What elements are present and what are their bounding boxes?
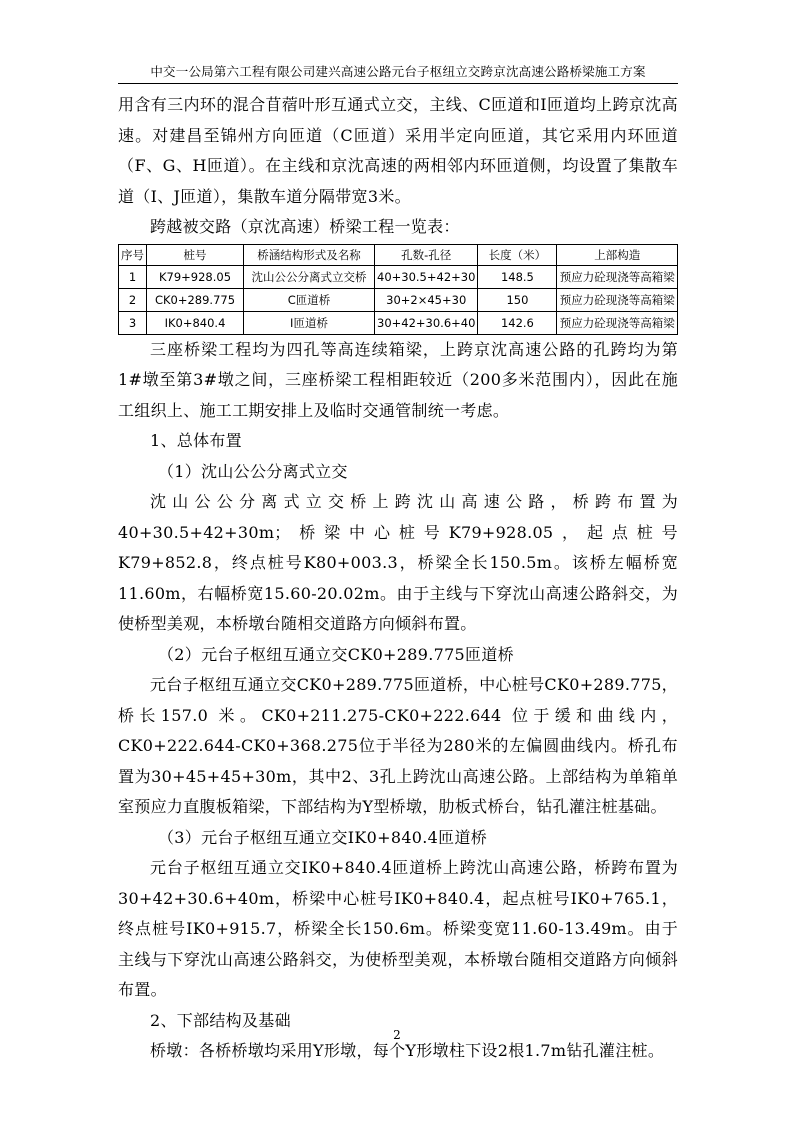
table-cell: 3 (119, 311, 147, 334)
table-cell: 预应力砼现浇等高箱梁 (557, 288, 678, 311)
page-number: 2 (393, 1028, 401, 1042)
table-cell: CK0+289.775 (147, 288, 244, 311)
table-cell: Ⅰ匝道桥 (244, 311, 375, 334)
table-cell: 142.6 (478, 311, 557, 334)
table-cell: 2 (119, 288, 147, 311)
table-cell: C匝道桥 (244, 288, 375, 311)
table-row (119, 311, 678, 334)
table-header-row (119, 244, 678, 265)
table-cell: IK0+840.4 (147, 311, 244, 334)
subsection-heading: （3）元台子枢纽互通立交IK0+840.4匝道桥 (158, 827, 488, 847)
table-cell: 148.5 (478, 265, 557, 288)
body-paragraph: 元台子枢纽互通立交CK0+289.775匝道桥，中心桩号CK0+289.775，桥长157.0 米。CK0+211.275-CK0+222.644 位于缓和曲线内，CK0+222.644-CK0+368.275位于半径为280米的左偏圆曲线内。桥孔布置为30+45+45+30m，其中2、3孔上跨沈山高速公路。上部结构为单箱单室预应力直腹板箱梁，下部结构为Y型桥墩，肋板式桥台，钻孔灌注桩基础。 (118, 675, 678, 816)
document-body (118, 90, 678, 1067)
col-header: 序号 (119, 244, 147, 265)
col-header: 桩号 (147, 244, 244, 265)
col-header: 桥涵结构形式及名称 (244, 244, 375, 265)
body-paragraph: 元台子枢纽互通立交IK0+840.4匝道桥上跨沈山高速公路，桥跨布置为30+42+30.6+40m，桥梁中心桩号IK0+840.4，起点桩号IK0+765.1，终点桩号IK0+915.7，桥梁全长150.6m。桥梁变宽11.60-13.49m。由于主线与下穿沈山高速公路斜交，为使桥型美观，本桥墩台随相交道路方向倾斜布置。 (118, 858, 678, 999)
table-cell: 沈山公公分离式立交桥 (244, 265, 375, 288)
col-header: 长度（米） (478, 244, 557, 265)
table-cell: 40+30.5+42+30 (375, 265, 478, 288)
body-paragraph: 桥墩：各桥桥墩均采用Y形墩，每个Y形墩柱下设2根1.7m钻孔灌注桩。 (150, 1041, 665, 1060)
col-header: 上部构造 (557, 244, 678, 265)
table-cell: 1 (119, 265, 147, 288)
table-cell: 预应力砼现浇等高箱梁 (557, 265, 678, 288)
table-cell: 150 (478, 288, 557, 311)
table-cell: 30+2×45+30 (375, 288, 478, 311)
body-paragraph: 沈山公公分离式立交桥上跨沈山高速公路，桥跨布置为40+30.5+42+30m；桥梁中心桩号K79+928.05，起点桩号K79+852.8，终点桩号K80+003.3，桥梁全长150.5m。该桥左幅桥宽11.60m，右幅桥宽15.60-20.02m。由于主线与下穿沈山高速公路斜交，为使桥型美观，本桥墩台随相交道路方向倾斜布置。 (118, 492, 678, 633)
summary-paragraph: 三座桥梁工程均为四孔等高连续箱梁，上跨京沈高速公路的孔跨均为第1#墩至第3#墩之间，三座桥梁工程相距较近（200多米范围内），因此在施工组织上、施工工期安排上及临时交通管制统一考虑。 (118, 339, 678, 420)
col-header: 孔数-孔径 (375, 244, 478, 265)
table-cell: K79+928.05 (147, 265, 244, 288)
table-cell: 预应力砼现浇等高箱梁 (557, 311, 678, 334)
page-header: 中交一公局第六工程有限公司建兴高速公路元台子枢纽立交跨京沈高速公路桥梁施工方案 (118, 62, 678, 84)
section-heading: 1、总体布置 (150, 431, 242, 450)
table-row (119, 265, 678, 288)
table-cell: 30+42+30.6+40 (375, 311, 478, 334)
subsection-heading: （2）元台子枢纽互通立交CK0+289.775匝道桥 (158, 644, 514, 664)
intro-paragraph: 用含有三内环的混合苜蓿叶形互通式立交，主线、C匝道和Ⅰ匝道均上跨京沈高速。对建昌至锦州方向匝道（C匝道）采用半定向匝道，其它采用内环匝道（F、G、H匝道）。在主线和京沈高速的两相邻内环匝道侧，均设置了集散车道（I、J匝道），集散车道分隔带宽3米。 (118, 95, 678, 206)
bridge-table (118, 244, 678, 335)
table-caption: 跨越被交路（京沈高速）桥梁工程一览表： (150, 217, 460, 236)
table-row (119, 288, 678, 311)
section-heading: 2、下部结构及基础 (150, 1010, 291, 1030)
subsection-heading: （1）沈山公公分离式立交 (158, 461, 348, 481)
